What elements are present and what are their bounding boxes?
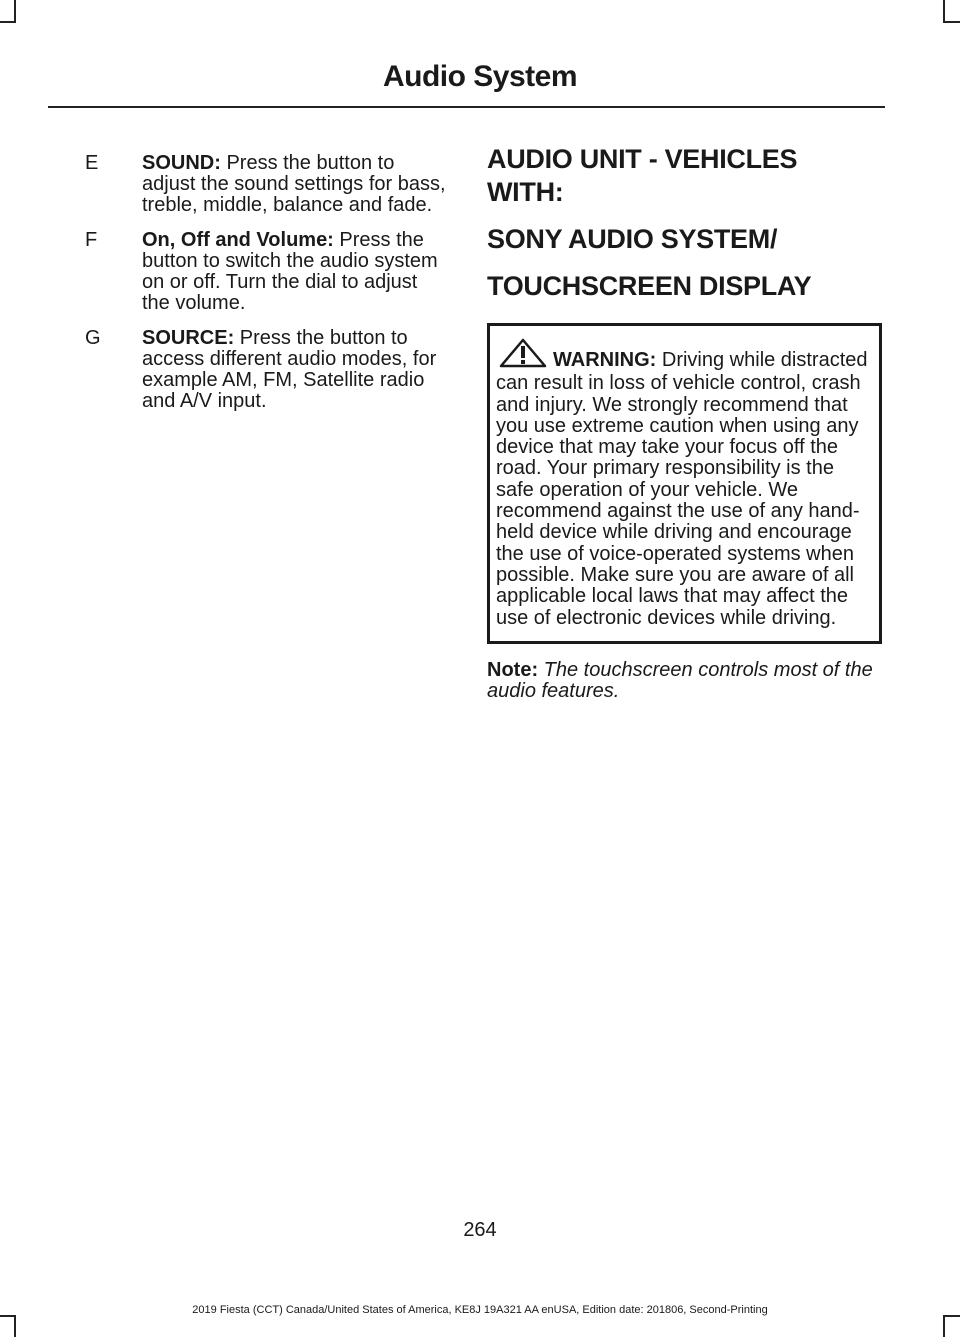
heading-line: SONY AUDIO SYSTEM/ bbox=[487, 224, 778, 254]
page-number: 264 bbox=[463, 1219, 497, 1241]
section-heading bbox=[487, 143, 879, 303]
crop-mark bbox=[943, 21, 960, 23]
page-title: Audio System bbox=[382, 60, 578, 93]
item-description bbox=[142, 153, 447, 216]
crop-mark bbox=[0, 21, 16, 23]
header-rule bbox=[48, 106, 885, 108]
item-letter: G bbox=[85, 327, 101, 349]
heading-line: AUDIO UNIT - VEHICLES WITH: bbox=[487, 144, 798, 207]
crop-mark bbox=[943, 1315, 945, 1337]
list-item bbox=[85, 328, 447, 412]
item-term: SOURCE: bbox=[142, 327, 235, 349]
crop-mark bbox=[14, 1315, 16, 1337]
note-label: Note: bbox=[487, 658, 539, 681]
controls-list bbox=[85, 153, 447, 426]
warning-box bbox=[487, 323, 882, 644]
item-text: Press the button to access different audio modes, for example AM, FM, Satellite radio and A/V input. bbox=[142, 327, 437, 412]
crop-mark bbox=[14, 0, 16, 22]
heading-line: TOUCHSCREEN DISPLAY bbox=[487, 271, 812, 301]
item-term: SOUND: bbox=[142, 152, 221, 174]
item-description bbox=[142, 230, 447, 314]
item-letter: E bbox=[85, 152, 99, 174]
warning-text: Driving while distracted can result in loss of vehicle control, crash and injury. We strongly recommend that you use extreme caution when using any device that may take your focus off the road. Your primary responsibility is the safe operation of your vehicle. We recommend against the use of any hand-held device while driving and encourage the use of voice-operated systems when possible. Make sure you are aware of all applicable local laws that may affect the use of electronic devices while driving. bbox=[496, 349, 868, 629]
item-term: On, Off and Volume: bbox=[142, 229, 334, 251]
footer: 2019 Fiesta (CCT) Canada/United States of America, KE8J 19A321 AA enUSA, Edition date: 201806, Second-Printing bbox=[192, 1304, 768, 1316]
right-column bbox=[487, 143, 879, 702]
warning-triangle-icon bbox=[499, 338, 547, 373]
crop-mark bbox=[943, 0, 945, 22]
note-text: The touchscreen controls most of the audio features. bbox=[487, 658, 873, 702]
item-letter: F bbox=[85, 229, 98, 251]
warning-label: WARNING: bbox=[553, 349, 657, 371]
list-item bbox=[85, 153, 447, 216]
item-text: Press the button to adjust the sound settings for bass, treble, middle, balance and fade. bbox=[142, 152, 446, 216]
item-text: Press the button to switch the audio system on or off. Turn the dial to adjust the volume. bbox=[142, 229, 438, 314]
note bbox=[487, 660, 879, 702]
list-item bbox=[85, 230, 447, 314]
item-description bbox=[142, 328, 447, 412]
